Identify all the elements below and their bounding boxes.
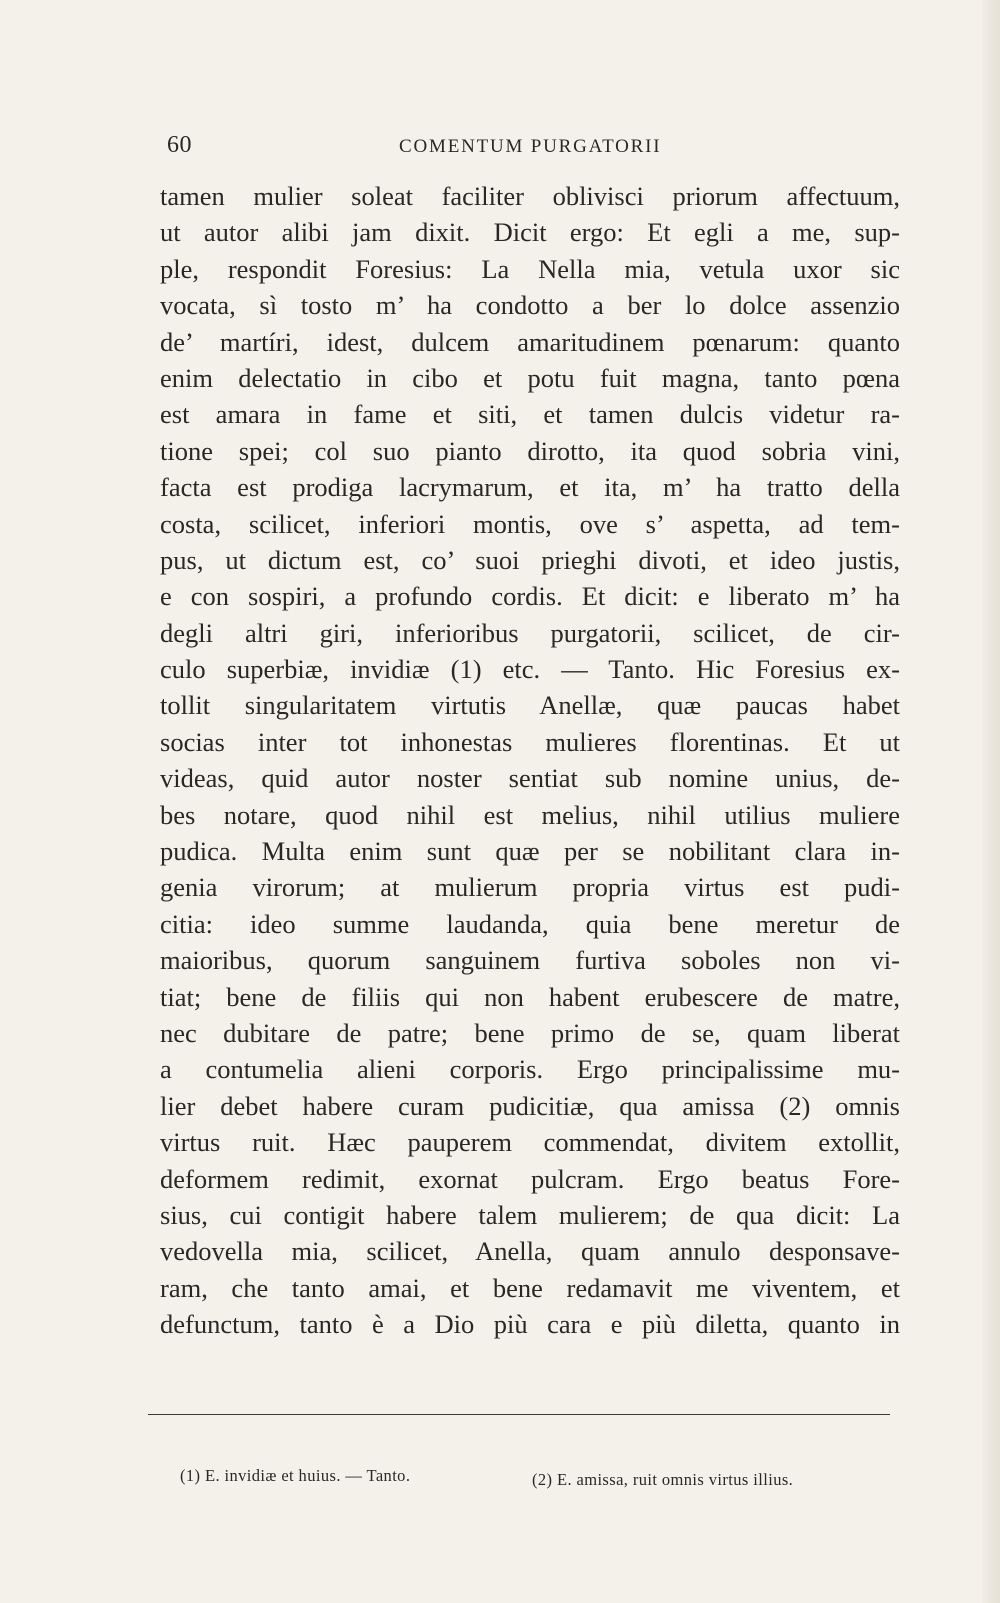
text-line: e con sospiri, a profundo cordis. Et dicit: e liberato m’ ha [160, 581, 900, 612]
text-line: costa, scilicet, inferiori montis, ove s’ aspetta, ad tem- [160, 508, 900, 539]
text-line: citia: ideo summe laudanda, quia bene meretur de [160, 908, 900, 939]
text-line: a contumelia alieni corporis. Ergo principalissime mu- [160, 1054, 900, 1085]
body-text [160, 178, 900, 1343]
text-line: ple, respondit Foresius: La Nella mia, vetula uxor sic [160, 253, 900, 284]
text-line: vocata, sì tosto m’ ha condotto a ber lo dolce assenzio [160, 290, 900, 321]
text-line: enim delectatio in cibo et potu fuit magna, tanto pœna [160, 362, 900, 393]
text-line: videas, quid autor noster sentiat sub nomine unius, de- [160, 763, 900, 794]
footnotes [180, 1458, 900, 1488]
text-line: virtus ruit. Hæc pauperem commendat, divitem extollit, [160, 1127, 900, 1158]
text-line: socias inter tot inhonestas mulieres florentinas. Et ut [160, 726, 900, 757]
text-line: tione spei; col suo pianto dirotto, ita quod sobria vini, [160, 435, 900, 466]
text-line: bes notare, quod nihil est melius, nihil utilius muliere [160, 799, 900, 830]
text-line: pudica. Multa enim sunt quæ per se nobilitant clara in- [160, 836, 900, 867]
text-line: nec dubitare de patre; bene primo de se, quam liberat [160, 1017, 900, 1048]
text-line: tiat; bene de filiis qui non habent erubescere de matre, [160, 981, 900, 1012]
text-line: tamen mulier soleat faciliter oblivisci priorum affectuum, [160, 181, 900, 211]
footnote-1: (1) E. invidiæ et huius. — Tanto. [180, 1466, 411, 1485]
text-line: culo superbiæ, invidiæ (1) etc. — Tanto. Hic Foresius ex- [160, 654, 900, 685]
footnote-divider [148, 1414, 890, 1415]
text-line: tollit singularitatem virtutis Anellæ, quæ paucas habet [160, 690, 900, 721]
text-line: est amara in fame et siti, et tamen dulcis videtur ra- [160, 399, 900, 430]
text-line: pus, ut dictum est, co’ suoi prieghi divoti, et ideo justis, [160, 544, 900, 575]
text-line: de’ martíri, idest, dulcem amaritudinem pœnarum: quanto [160, 326, 900, 357]
text-line: defunctum, tanto è a Dio più cara e più diletta, quanto in [160, 1309, 900, 1340]
text-line: ut autor alibi jam dixit. Dicit ergo: Et egli a me, sup- [160, 217, 900, 248]
text-line: degli altri giri, inferioribus purgatorii, scilicet, de cir- [160, 617, 900, 648]
page-number: 60 [167, 132, 192, 158]
text-line: sius, cui contigit habere talem mulierem; de qua dicit: La [160, 1199, 900, 1230]
text-line: deformem redimit, exornat pulcram. Ergo beatus Fore- [160, 1163, 900, 1194]
text-line: maioribus, quorum sanguinem furtiva soboles non vi- [160, 945, 900, 976]
text-line: genia virorum; at mulierum propria virtus est pudi- [160, 872, 900, 903]
page-header [163, 132, 903, 166]
running-head: COMENTUM PURGATORII [399, 136, 662, 157]
page-edge-shadow [982, 0, 1000, 1603]
text-line: vedovella mia, scilicet, Anella, quam annulo desponsave- [160, 1236, 900, 1267]
text-line: ram, che tanto amai, et bene redamavit me viventem, et [160, 1272, 900, 1303]
text-line: lier debet habere curam pudicitiæ, qua amissa (2) omnis [160, 1090, 900, 1121]
text-line: facta est prodiga lacrymarum, et ita, m’ ha tratto della [160, 472, 900, 503]
footnote-2: (2) E. amissa, ruit omnis virtus illius. [532, 1470, 794, 1489]
